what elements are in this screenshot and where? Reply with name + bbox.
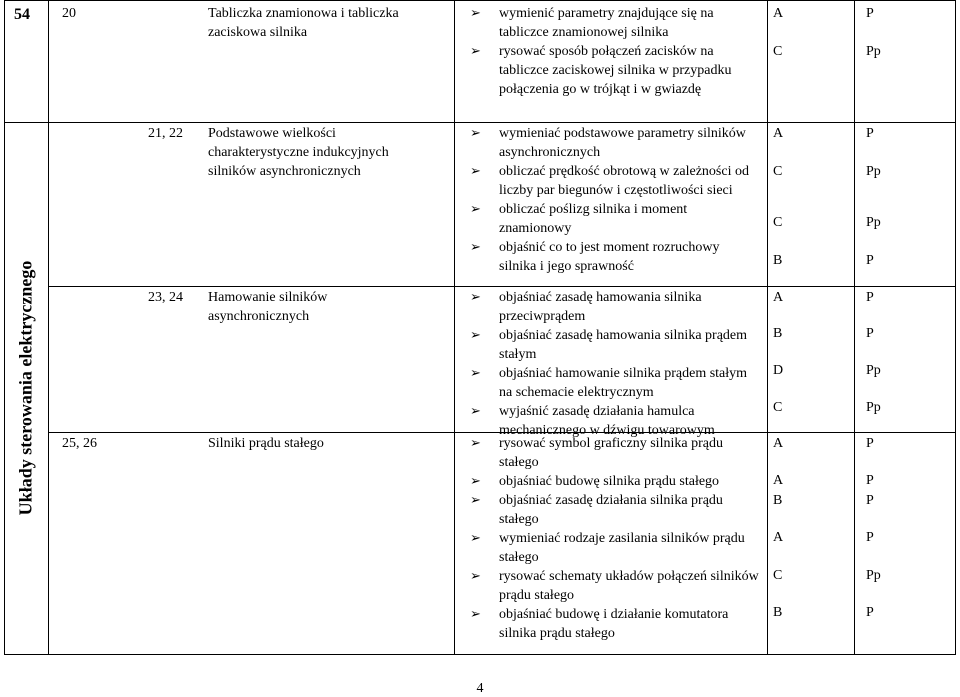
effect-requirement: P <box>866 253 874 268</box>
effect-requirement: P <box>866 605 874 620</box>
effect-level: C <box>773 400 783 415</box>
effect-text: objaśniać zasadę hamowania silnika prądem stałym <box>499 328 748 362</box>
effects-list <box>470 288 760 440</box>
row-topic: Silniki prądu stałego <box>208 436 324 451</box>
effect-requirement: P <box>866 326 874 341</box>
effect-level: B <box>773 605 783 620</box>
effect-requirement: P <box>866 493 874 508</box>
effect-level: B <box>773 326 783 341</box>
column-divider <box>454 1 455 654</box>
list-item <box>470 4 760 42</box>
effect-text: objaśniać hamowanie silnika prądem stałym na schemacie elektrycznym <box>499 366 748 400</box>
list-item <box>470 200 760 238</box>
arrow-bullet-icon: ➢ <box>470 404 481 419</box>
effect-text: wymienić parametry znajdujące się na tabliczce znamionowej silnika <box>499 6 714 40</box>
list-item <box>470 529 760 567</box>
arrow-bullet-icon: ➢ <box>470 126 481 141</box>
list-item <box>470 364 760 402</box>
arrow-bullet-icon: ➢ <box>470 6 481 21</box>
effect-requirement: Pp <box>866 44 881 59</box>
section-label: Układy sterowania elektrycznego <box>15 260 35 516</box>
arrow-bullet-icon: ➢ <box>470 328 481 343</box>
effect-text: obliczać prędkość obrotową w zależności od liczby par biegunów i częstotliwości sieci <box>499 164 749 198</box>
effect-text: objaśnić co to jest moment rozruchowy silnika i jego sprawność <box>499 240 720 274</box>
effect-level: A <box>773 6 784 21</box>
arrow-bullet-icon: ➢ <box>470 366 481 381</box>
effect-text: wymieniać rodzaje zasilania silników prądu stałego <box>499 531 745 565</box>
arrow-bullet-icon: ➢ <box>470 240 481 255</box>
effect-level: A <box>773 473 784 488</box>
effect-level: A <box>773 126 784 141</box>
row-divider <box>5 122 955 123</box>
effect-text: rysować schematy układów połączeń silników prądu stałego <box>499 569 759 603</box>
list-item <box>470 288 760 326</box>
effect-requirement: P <box>866 126 874 141</box>
arrow-bullet-icon: ➢ <box>470 531 481 546</box>
effect-text: wyjaśnić zasadę działania hamulca mechanicznego w dźwigu towarowym <box>499 404 715 438</box>
row-hours: 25, 26 <box>62 436 97 451</box>
list-item <box>470 162 760 200</box>
arrow-bullet-icon: ➢ <box>470 607 481 622</box>
effect-level: A <box>773 436 784 451</box>
row-topic: Tabliczka znamionowa i tabliczka zaciskowa silnika <box>208 6 399 40</box>
arrow-bullet-icon: ➢ <box>470 290 481 305</box>
effect-text: wymieniać podstawowe parametry silników asynchronicznych <box>499 126 746 160</box>
effect-requirement: Pp <box>866 215 881 230</box>
list-item <box>470 567 760 605</box>
list-item <box>470 491 760 529</box>
effect-requirement: P <box>866 6 874 21</box>
list-item <box>470 238 760 276</box>
arrow-bullet-icon: ➢ <box>470 202 481 217</box>
page-number: 4 <box>476 681 484 696</box>
effect-requirement: P <box>866 290 874 305</box>
effect-level: C <box>773 568 783 583</box>
effect-level: C <box>773 164 783 179</box>
effect-text: obliczać poślizg silnika i moment znamionowy <box>499 202 688 236</box>
effect-text: rysować symbol graficzny silnika prądu stałego <box>499 436 723 470</box>
effect-level: A <box>773 290 784 305</box>
effects-list <box>470 4 760 99</box>
effect-text: objaśniać zasadę działania silnika prądu stałego <box>499 493 723 527</box>
effect-requirement: Pp <box>866 568 881 583</box>
row-hours: 23, 24 <box>148 290 183 305</box>
arrow-bullet-icon: ➢ <box>470 44 481 59</box>
effects-list <box>470 124 760 276</box>
effect-requirement: P <box>866 473 874 488</box>
effect-text: objaśniać zasadę hamowania silnika przeciwprądem <box>499 290 702 324</box>
list-item <box>470 326 760 364</box>
effect-requirement: P <box>866 530 874 545</box>
effect-requirement: Pp <box>866 400 881 415</box>
row-divider <box>48 286 955 287</box>
column-divider <box>854 1 855 654</box>
effect-text: rysować sposób połączeń zacisków na tabliczce zaciskowej silnika w przypadku połączenia go w trójkąt i w gwiazdę <box>499 44 732 97</box>
effect-text: objaśniać budowę i działanie komutatora silnika prądu stałego <box>499 607 729 641</box>
arrow-bullet-icon: ➢ <box>470 474 481 489</box>
row-number: 54 <box>14 6 30 23</box>
effects-list <box>470 434 760 643</box>
effect-requirement: Pp <box>866 363 881 378</box>
row-hours: 20 <box>62 6 76 21</box>
list-item <box>470 434 760 472</box>
row-topic: Hamowanie silników asynchronicznych <box>208 290 328 324</box>
effect-level: D <box>773 363 784 378</box>
effect-level: B <box>773 493 783 508</box>
list-item <box>470 42 760 99</box>
row-topic: Podstawowe wielkości charakterystyczne indukcyjnych silników asynchronicznych <box>208 126 389 179</box>
effect-level: C <box>773 215 783 230</box>
effect-level: B <box>773 253 783 268</box>
list-item <box>470 124 760 162</box>
effect-level: A <box>773 530 784 545</box>
effect-requirement: P <box>866 436 874 451</box>
row-hours: 21, 22 <box>148 126 183 141</box>
effect-text: objaśniać budowę silnika prądu stałego <box>499 474 720 489</box>
list-item <box>470 472 760 491</box>
column-divider <box>767 1 768 654</box>
list-item <box>470 605 760 643</box>
arrow-bullet-icon: ➢ <box>470 436 481 451</box>
arrow-bullet-icon: ➢ <box>470 493 481 508</box>
effect-requirement: Pp <box>866 164 881 179</box>
effect-level: C <box>773 44 783 59</box>
column-divider <box>48 1 49 654</box>
arrow-bullet-icon: ➢ <box>470 164 481 179</box>
arrow-bullet-icon: ➢ <box>470 569 481 584</box>
section-label-cell <box>4 121 47 655</box>
